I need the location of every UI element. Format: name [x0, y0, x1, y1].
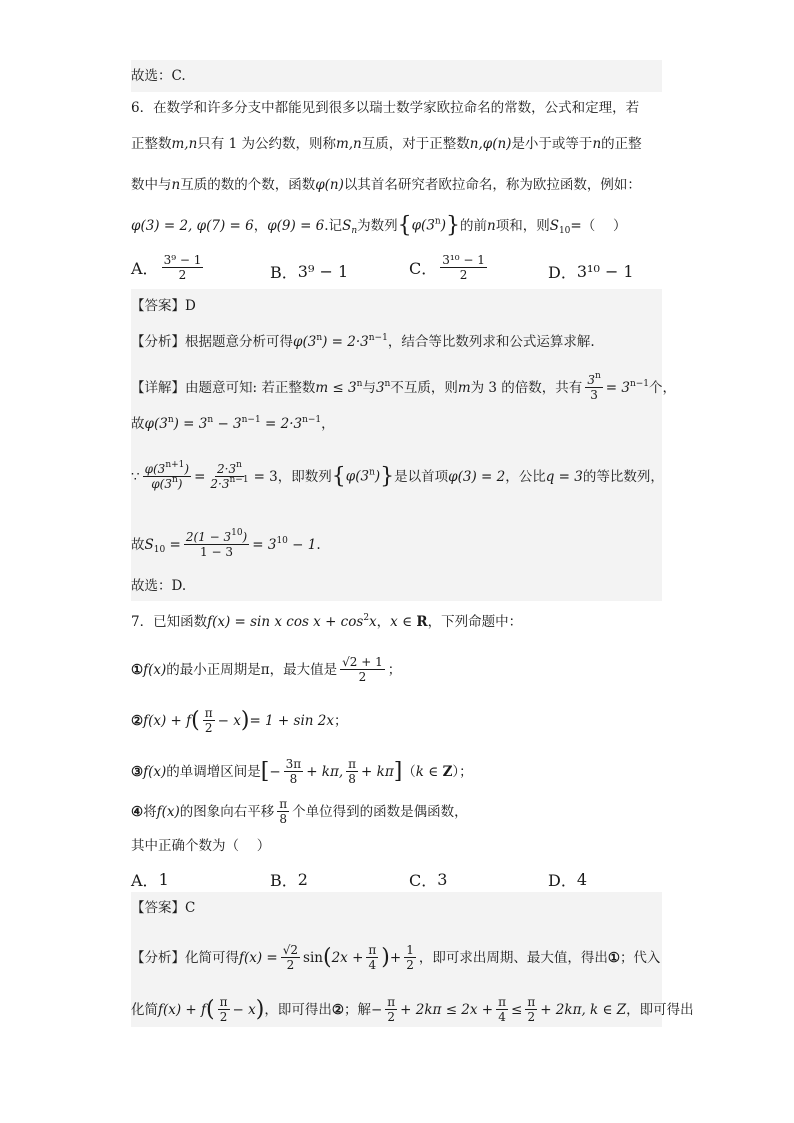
q7-option-b: B． 2	[270, 870, 308, 890]
q7-proposition-3: ③ f(x) 的单调增区间是 [ − $\frac{3\pi}{8}$ + kπ, $\frac{\pi}{8}$ + kπ ] （ k ∈ Z ）；	[131, 757, 473, 786]
q7-proposition-4: ④ 将 f(x) 的图象向右平移 $\frac{\pi}{8}$ 个单位得到的函数是偶函数，	[131, 797, 468, 826]
q6-stem-line-4: φ(3) = 2, φ(7) = 6 ， φ(9) = 6 .记 $S_n$ 为数列 {φ(3$^n$)} 的前 n 项和，则 $S_{10}$ =（ ）	[131, 213, 627, 238]
q7-analysis-line-2: 化简 f(x) + f ( $\frac{\pi}{2}$ − x ) ，即可得出 ② ；解 − $\frac{\pi}{2}$ + 2kπ ≤ 2x + $\frac{\pi}{4}$ ≤ $\frac{\pi}{2}$ + 2kπ, k ∈ Z ，即可得出	[131, 995, 694, 1024]
q7-stem: 7．已知函数 f(x) = sin x $\cos x + \cos^2x$ ， x ∈ R ，下列命题中：	[131, 613, 523, 630]
q7-option-a: A． 1	[131, 870, 169, 890]
q6-stem-line-2: 正整数 m,n 只有 1 为公约数，则称 m,n 互质，对于正整数 n,φ(n) 是小于或等于 n 的正整	[131, 136, 642, 152]
q6-answer: 【答案】D	[131, 298, 196, 314]
q6-option-d: D． 3¹⁰ − 1	[548, 262, 634, 282]
q7-option-c: C． 3	[409, 870, 448, 890]
q6-detail-line-4: 故 $S_{10}$ = $\frac{2(1 - 3^{10})}{1 - 3}$ = $3^{10} - 1$ .	[131, 528, 321, 559]
q7-proposition-2: ② f(x) + f ( $\frac{\pi}{2}$ − x ) = 1 + sin 2 x ；	[131, 706, 348, 735]
q6-stem-line-3: 数中与 n 互质的数的个数，函数 φ(n) 以其首名研究者欧拉命名，称为欧拉函数，例如：	[131, 177, 641, 193]
q7-answer: 【答案】C	[131, 900, 196, 916]
q7-proposition-1: ① f(x) 的最小正周期是 π ，最大值是 $\frac{√2 + 1}{2}$ ；	[131, 655, 402, 684]
q5-conclusion: 故选：C.	[131, 68, 186, 84]
q6-detail-line-2: 故 $\varphi(3^n) = 3^n - 3^{n-1} = 2\cdot 3^{n-1}$ ，	[131, 415, 335, 432]
q7-question: 其中正确个数为（ ）	[131, 838, 271, 854]
q7-analysis-line-1: 【分析】化简可得 f(x) = $\frac{√2}{2}$ sin ( 2x + $\frac{\pi}{4}$ ) + $\frac{1}{2}$ ，即可求出周期、最大值，得出 ① ；代入	[131, 943, 661, 972]
q6-option-b: B． 3⁹ − 1	[270, 262, 349, 282]
q6-detail-line-1: 【详解】由题意可知: 若正整数 $m \le 3^n$ 与 3$^n$ 不互质，则 m 为 3 的倍数，共有 $\frac{3^n}{3}$ = $3^{n-1}$ 个，	[131, 371, 677, 402]
q6-detail-line-3: ∵ $\frac{\varphi(3^{n+1})}{\varphi(3^n)}$ = $\frac{2\cdot 3^n}{2\cdot 3^{n-1}}$ = 3，即数列 {φ(3$^n$)} 是以首项 φ(3) = 2 ，公比 q = 3 的等比数列，	[131, 460, 664, 491]
q6-analysis: 【分析】根据题意分析可得 $\varphi(3^n) = 2\cdot 3^{n-1}$ ，结合等比数列求和公式运算求解.	[131, 333, 595, 350]
q6-conclusion: 故选：D.	[131, 578, 187, 594]
q6-stem-line-1: 6．在数学和许多分支中都能见到很多以瑞士数学家欧拉命名的常数，公式和定理，若	[131, 100, 640, 116]
q7-option-d: D． 4	[548, 870, 588, 890]
q6-option-c: C． $\frac{\text{3¹⁰ − 1}}{2}$	[409, 253, 485, 282]
q6-option-a: A． $\frac{\text{3⁹ − 1}}{2}$	[131, 253, 202, 282]
